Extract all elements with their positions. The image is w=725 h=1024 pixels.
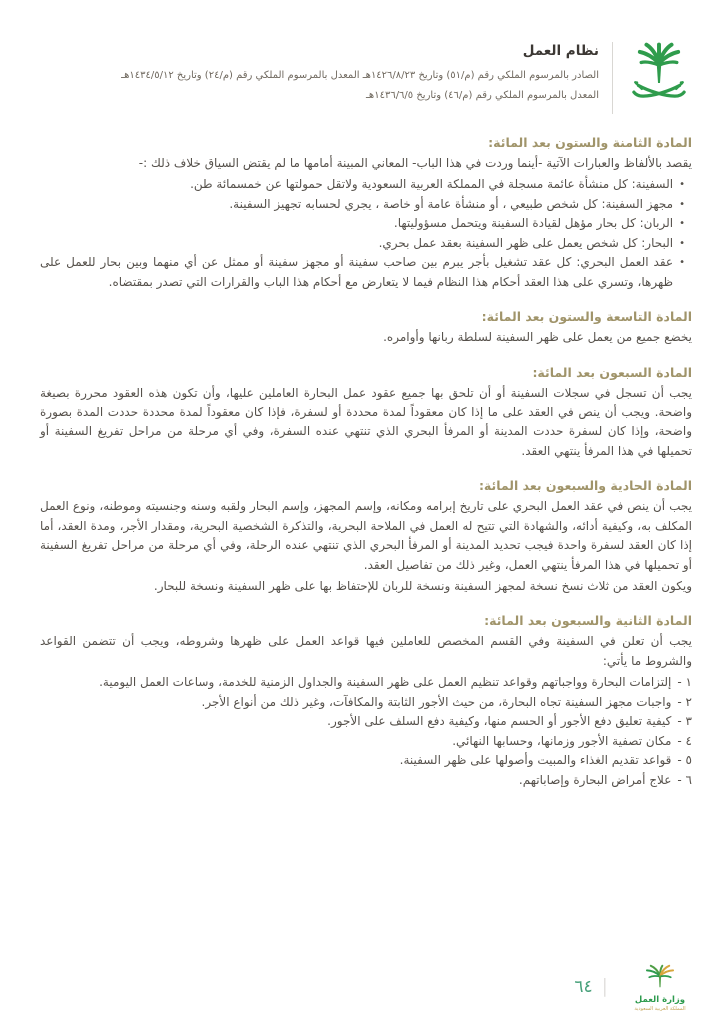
article-paragraph: يجب أن تسجل في سجلات السفينة أو أن تلحق بها جميع عقود عمل البحارة العاملين عليها، وأن تكون هذه العقود محررة بصيغة واضحة. ويجب أن ينص في العقد على ما إذا كان معقوداً لمدة محددة أو لسفرة، فإذا كان معقوداً لمدة محددة حددت المدة بصورة واضحة، وإذا كان لسفرة حددت المدينة أو المرفأ البحري الذي تنتهي عنده السفرة، وفي أي مرحلة من مراحل تفريغ السفينة أو تحميلها في هذا المرفأ ينتهي العقد. (40, 385, 692, 458)
article-171 (40, 478, 692, 596)
item-number: ٣ - (677, 714, 692, 729)
article-paragraph: ويكون العقد من ثلاث نسخ نسخة لمجهز السفينة ونسخة للربان للإحتفاظ بها على ظهر السفينة ونسخة للبحار. (153, 579, 692, 593)
page-number: ٦٤ (574, 977, 593, 997)
article-paragraph: يخضع جميع من يعمل على ظهر السفينة لسلطة ربانها وأوامره. (383, 330, 692, 345)
article-paragraph: يجب أن ينص في عقد العمل البحري على تاريخ إبرامه ومكانه، وإسم المجهز، وإسم البحار ولقبه وسنه وجنسيته وموطنه، ونوع العمل المكلف به، وكيفية أدائه، والشهادة التي تتيح له العمل في الملاحة البحرية، والتذكرة الشخصية البحرية، ومقدار الأجر، ومدة العقد، أما إذا كان العقد لسفرة واحدة فيجب تحديد المدينة أو المرفأ البحري الذي تنتهي عنده الرحلة، وفي أي مرحلة من مراحل تفريغ السفينة أو تحميلها في هذا المرفأ ينتهي العمل، وغير ذلك من تفاصيل العقد. (40, 499, 692, 572)
item-number: ٥ - (677, 753, 692, 768)
item-number: ٢ - (677, 694, 692, 709)
header-text (40, 40, 599, 105)
header-divider (612, 42, 613, 114)
item-number: ١ - (677, 675, 692, 690)
numbered-item: ٣ - كيفية تعليق دفع الأجور أو الحسم منها، وكيفية دفع السلف على الأجور. (40, 712, 692, 731)
bullet-icon: • (679, 257, 685, 269)
numbered-item: ٤ - مكان تصفية الأجور وزمانها، وحسابها النهائي. (40, 732, 692, 751)
article-170 (40, 365, 692, 462)
article-paragraph: يجب أن تعلن في السفينة وفي القسم المخصص للعاملين فيها قواعد العمل على ظهرها وشروطه، ويجب أن تتضمن القواعد والشروط ما يأتي: (40, 634, 692, 668)
numbered-item: ٢ - واجبات مجهز السفينة تجاه البحارة، من حيث الأجور الثابتة والمكافآت، وغير ذلك من أنواع الأجر. (40, 693, 692, 712)
article-169 (40, 309, 692, 347)
article-heading: المادة الحادية والسبعون بعد المائة: (478, 478, 692, 494)
article-168 (40, 135, 692, 292)
item-number: ٤ - (677, 733, 692, 748)
article-paragraph: يقصد بالألفاظ والعبارات الآتية -أينما وردت في هذا الباب- المعاني المبينة أمامها ما لم يقتض السياق خلاف ذلك :- (138, 156, 692, 170)
footer-divider: | (601, 975, 608, 997)
numbered-item: ١ - إلتزامات البحارة وواجباتهم وقواعد تنظيم العمل على ظهر السفينة والجداول الزمنية للخدمة، وساعات العمل اليومية. (40, 673, 692, 692)
decree-line-2: المعدل بالمرسوم الملكي رقم (م/٤٦) وتاريخ ١٤٣٦/٦/٥هـ (366, 89, 599, 101)
article-heading: المادة التاسعة والستون بعد المائة: (481, 309, 692, 325)
numbered-item: ٥ - قواعد تقديم الغذاء والمبيت وأصولها على ظهر السفينة. (40, 751, 692, 770)
rules-list (40, 673, 692, 790)
bullet-icon: • (679, 179, 685, 191)
list-item: • عقد العمل البحري: كل عقد تشغيل بأجر يبرم بين صاحب سفينة أو مجهز سفينة أو ممثل عن أي منهما وبين بحار للعمل على ظهرها، وتسري على هذا العقد أحكام هذا النظام فيما لا يتعارض مع أحكام هذا الباب والقرارات التي تصدر بمقتضاه. (40, 253, 692, 292)
article-heading: المادة الثامنة والستون بعد المائة: (488, 135, 692, 150)
ministry-name: وزارة العمل (634, 995, 686, 1005)
decree-line-1: الصادر بالمرسوم الملكي رقم (م/٥١) وتاريخ ١٤٢٦/٨/٢٣هـ المعدل بالمرسوم الملكي رقم (م/٢٤) وتاريخ ١٤٣٤/٥/١٢هـ (121, 70, 599, 81)
list-item: • السفينة: كل منشأة عائمة مسجلة في المملكة العربية السعودية ولاتقل حمولتها عن خمسمائة طن. (40, 175, 692, 194)
bullet-icon: • (679, 218, 685, 230)
ministry-of-labor-logo (617, 963, 703, 1012)
bullet-icon: • (679, 237, 685, 249)
document-header (40, 40, 692, 118)
list-item: • مجهز السفينة: كل شخص طبيعي ، أو منشأة عامة أو خاصة ، يجري لحسابه تجهيز السفينة. (40, 195, 692, 214)
article-172 (40, 613, 692, 790)
article-heading: المادة الثانية والسبعون بعد المائة: (484, 613, 692, 629)
ministry-subtitle: المملكة العربية السعودية (634, 1006, 686, 1012)
palm-tree-icon (637, 963, 683, 994)
definitions-list (40, 175, 692, 292)
saudi-emblem-icon (626, 40, 692, 118)
item-number: ٦ - (677, 772, 692, 787)
numbered-item: ٦ - علاج أمراض البحارة وإصاباتهم. (40, 771, 692, 790)
page-footer (574, 963, 703, 1012)
list-item: • البحار: كل شخص يعمل على ظهر السفينة بعقد عمل بحري. (40, 234, 692, 253)
bullet-icon: • (679, 198, 685, 210)
list-item: • الربان: كل بحار مؤهل لقيادة السفينة ويتحمل مسؤوليتها. (40, 214, 692, 233)
page-title: نظام العمل (522, 43, 599, 59)
article-heading: المادة السبعون بعد المائة: (532, 364, 692, 380)
